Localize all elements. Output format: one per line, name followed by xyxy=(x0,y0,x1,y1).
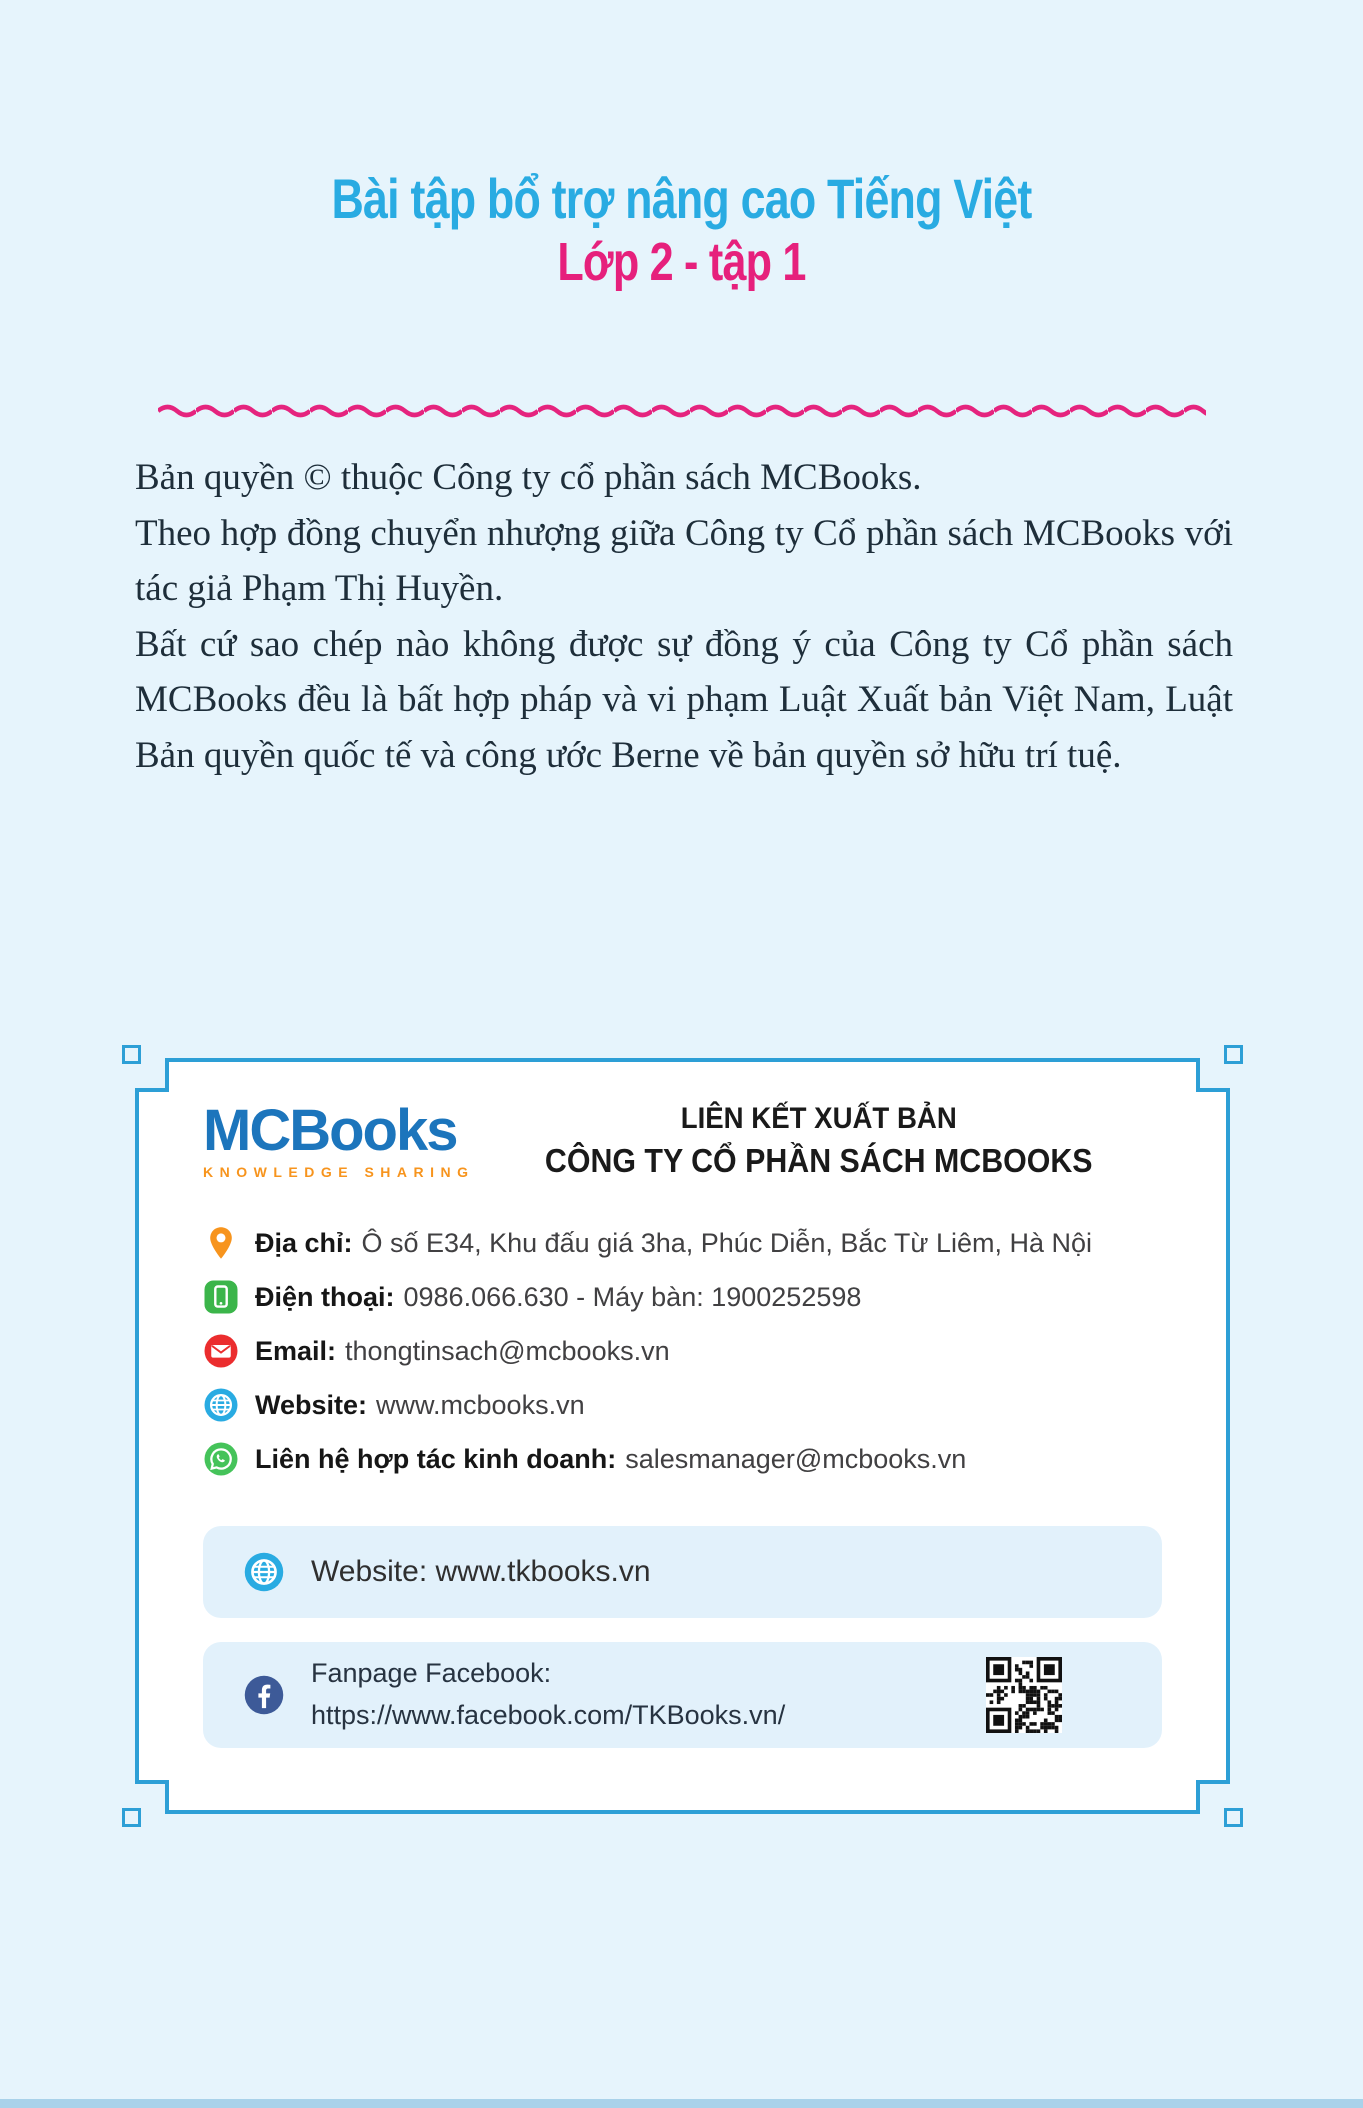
contact-label: Điện thoại: xyxy=(255,1281,395,1312)
contact-row xyxy=(203,1432,1162,1486)
wave-icon xyxy=(158,402,1206,420)
globe-icon xyxy=(243,1551,285,1593)
page-bottom-strip xyxy=(0,2099,1363,2108)
mcbooks-logo-text: MCBooks xyxy=(203,1098,457,1163)
copyright-paragraph: Bất cứ sao chép nào không được sự đồng ý của Công ty Cổ phần sách MCBooks đều là bất hợp pháp và vi phạm Luật Xuất bản Việt Nam, Luật Bản quyền quốc tế và công ước Berne về bản quyền sở hữu trí tuệ. xyxy=(135,623,1233,776)
contact-label: Liên hệ hợp tác kinh doanh: xyxy=(255,1443,617,1474)
link-header-line2: CÔNG TY CỔ PHẦN SÁCH MCBOOKS xyxy=(544,1142,1093,1179)
contact-label: Website: xyxy=(255,1389,368,1420)
corner-square-ornament xyxy=(122,1045,141,1064)
contact-value: www.mcbooks.vn xyxy=(376,1389,585,1420)
tkbooks-website-text: Website: www.tkbooks.vn xyxy=(311,1555,651,1588)
copyright-paragraph: Theo hợp đồng chuyển nhượng giữa Công ty Cổ phần sách MCBooks với tác giả Phạm Thị Huyền. xyxy=(135,512,1233,610)
corner-square-ornament xyxy=(122,1808,141,1827)
whatsapp-icon xyxy=(203,1441,239,1477)
facebook-icon xyxy=(243,1674,285,1716)
contact-value: salesmanager@mcbooks.vn xyxy=(625,1443,967,1474)
qr-code xyxy=(986,1657,1062,1733)
copyright-text xyxy=(135,450,1233,783)
contact-value: 0986.066.630 - Máy bàn: 1900252598 xyxy=(403,1281,862,1312)
globe-icon xyxy=(203,1387,239,1423)
corner-square-ornament xyxy=(1224,1045,1243,1064)
contact-row xyxy=(203,1216,1162,1270)
contact-value: thongtinsach@mcbooks.vn xyxy=(345,1335,670,1366)
book-title xyxy=(0,167,1363,293)
contact-row xyxy=(203,1378,1162,1432)
contact-list xyxy=(203,1216,1162,1486)
contact-row xyxy=(203,1270,1162,1324)
publisher-info-box xyxy=(135,1058,1230,1814)
copyright-paragraph: Bản quyền © thuộc Công ty cổ phần sách MCBooks. xyxy=(135,457,922,499)
contact-value: Ô số E34, Khu đấu giá 3ha, Phúc Diễn, Bắc Từ Liêm, Hà Nội xyxy=(361,1227,1093,1258)
tkbooks-website-bar xyxy=(203,1526,1162,1618)
fanpage-text xyxy=(311,1653,785,1737)
book-title-line2: Lớp 2 - tập 1 xyxy=(557,232,806,293)
fanpage-facebook-bar xyxy=(203,1642,1162,1748)
location-pin-icon xyxy=(203,1225,239,1261)
fanpage-url: https://www.facebook.com/TKBooks.vn/ xyxy=(311,1700,786,1730)
book-title-line1: Bài tập bổ trợ nâng cao Tiếng Việt xyxy=(331,167,1032,230)
link-publishing-header xyxy=(475,1102,1163,1180)
phone-icon xyxy=(203,1279,239,1315)
wavy-divider xyxy=(158,402,1206,420)
link-header-line1: LIÊN KẾT XUẤT BẢN xyxy=(680,1102,957,1135)
contact-row xyxy=(203,1324,1162,1378)
mcbooks-logo-tagline: KNOWLEDGE SHARING xyxy=(203,1164,475,1180)
fanpage-label: Fanpage Facebook: xyxy=(311,1658,552,1689)
contact-label: Email: xyxy=(255,1335,337,1366)
publisher-header xyxy=(203,1098,1162,1180)
email-icon xyxy=(203,1333,239,1369)
contact-label: Địa chỉ: xyxy=(255,1227,353,1258)
corner-square-ornament xyxy=(1224,1808,1243,1827)
mcbooks-logo xyxy=(203,1098,475,1180)
